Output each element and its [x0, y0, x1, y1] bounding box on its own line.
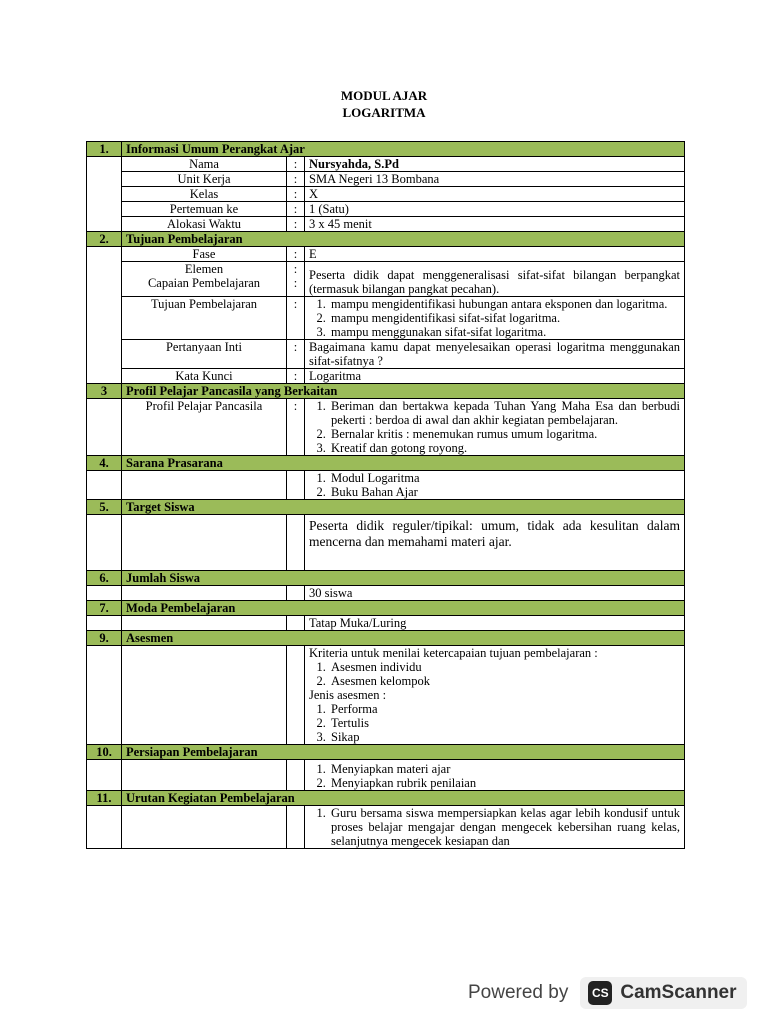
- section-header-2: [87, 232, 685, 247]
- table-row: Pertanyaan Inti : Bagaimana kamu dapat menyelesaikan operasi logaritma menggunakan sifat-sifatnya ?: [87, 340, 685, 369]
- section-title: Moda Pembelajaran: [122, 601, 685, 616]
- list-item: 1. mampu mengidentifikasi hubungan antara eksponen dan logaritma.: [329, 297, 680, 311]
- table-row: Alokasi Waktu : 3 x 45 menit: [87, 217, 685, 232]
- table-row: Nama : Nursyahda, S.Pd: [87, 157, 685, 172]
- row-label: Nama: [122, 157, 287, 172]
- section-number: 4.: [87, 456, 122, 471]
- table-row: Tujuan Pembelajaran : 1. mampu mengidentifikasi hubungan antara eksponen dan logaritma. 2. mampu mengidentifikasi sifat-sifat logaritma. 3. mampu menggunakan sifat-sifat logaritma.: [87, 297, 685, 340]
- list: [309, 660, 680, 688]
- row-value: 1 (Satu): [305, 202, 685, 217]
- row-label: Tujuan Pembelajaran: [122, 297, 287, 340]
- list: [309, 762, 680, 790]
- list-item: 1. Menyiapkan materi ajar: [329, 762, 680, 776]
- row-label: Unit Kerja: [122, 172, 287, 187]
- table-row: Kelas : X: [87, 187, 685, 202]
- row-value: Peserta didik dapat menggeneralisasi sifat-sifat bilangan berpangkat (termasuk bilangan pangkat pecahan).: [305, 262, 685, 297]
- modul-table: [86, 141, 685, 849]
- row-value: Bagaimana kamu dapat menyelesaikan operasi logaritma menggunakan sifat-sifatnya ?: [305, 340, 685, 369]
- table-row: [87, 760, 685, 791]
- section-header-4: [87, 456, 685, 471]
- table-row: Unit Kerja : SMA Negeri 13 Bombana: [87, 172, 685, 187]
- table-row: Kata Kunci : Logaritma: [87, 369, 685, 384]
- table-row: [87, 586, 685, 601]
- row-label: Pertemuan ke: [122, 202, 287, 217]
- section-number: 2.: [87, 232, 122, 247]
- section-number: 7.: [87, 601, 122, 616]
- section-header-1: [87, 142, 685, 157]
- row-label: Kata Kunci: [122, 369, 287, 384]
- row-value: Logaritma: [305, 369, 685, 384]
- section-title: Informasi Umum Perangkat Ajar: [122, 142, 685, 157]
- row-label: Fase: [122, 247, 287, 262]
- table-row: [87, 471, 685, 500]
- list: [309, 806, 680, 848]
- section-title: Tujuan Pembelajaran: [122, 232, 685, 247]
- row-label: Profil Pelajar Pancasila: [122, 399, 287, 456]
- table-row: [87, 806, 685, 849]
- section-header-9: [87, 631, 685, 646]
- table-row: [87, 616, 685, 631]
- list-item: 3. Kreatif dan gotong royong.: [329, 441, 680, 455]
- section-number: 6.: [87, 571, 122, 586]
- table-row: Pertemuan ke : 1 (Satu): [87, 202, 685, 217]
- list-item: 2. Bernalar kritis : menemukan rumus umum logaritma.: [329, 427, 680, 441]
- list-item: 1. Performa: [329, 702, 680, 716]
- table-row: Profil Pelajar Pancasila : 1. Beriman dan bertakwa kepada Tuhan Yang Maha Esa dan berbudi pekerti : berdoa di awal dan akhir kegiatan pembelajaran. 2. Bernalar kritis : menemukan rumus umum logaritma. 3. Kreatif dan gotong royong.: [87, 399, 685, 456]
- section-number: 5.: [87, 500, 122, 515]
- list-item: 3. Sikap: [329, 730, 680, 744]
- table-row: [87, 515, 685, 571]
- list: [309, 471, 680, 499]
- row-value: 30 siswa: [305, 586, 685, 601]
- row-label: Alokasi Waktu: [122, 217, 287, 232]
- section-number: 1.: [87, 142, 122, 157]
- camscanner-logo-icon: CS: [588, 981, 612, 1005]
- list-item: 2. Asesmen kelompok: [329, 674, 680, 688]
- table-row: Fase : E: [87, 247, 685, 262]
- document-title: MODUL AJAR: [340, 88, 428, 103]
- list-item: 1. Asesmen individu: [329, 660, 680, 674]
- section-title: Sarana Prasarana: [122, 456, 685, 471]
- section-title: Urutan Kegiatan Pembelajaran: [122, 791, 685, 806]
- camscanner-brand: CamScanner: [620, 982, 737, 1003]
- table-row: [87, 646, 685, 745]
- section-number: 9.: [87, 631, 122, 646]
- camscanner-watermark: [468, 974, 747, 1012]
- row-value: Nursyahda, S.Pd: [305, 157, 685, 172]
- list: [309, 702, 680, 744]
- row-value: 3 x 45 menit: [305, 217, 685, 232]
- section-header-7: [87, 601, 685, 616]
- list-item: 2. Tertulis: [329, 716, 680, 730]
- list: [309, 399, 680, 455]
- section-number: 3: [87, 384, 122, 399]
- section-header-10: [87, 745, 685, 760]
- section-header-6: [87, 571, 685, 586]
- row-label: Pertanyaan Inti: [122, 340, 287, 369]
- section-header-11: [87, 791, 685, 806]
- row-value: Tatap Muka/Luring: [305, 616, 685, 631]
- document-subtitle: LOGARITMA: [342, 105, 426, 120]
- powered-by-text: Powered by: [468, 982, 569, 1003]
- list-item: 3. mampu menggunakan sifat-sifat logaritma.: [329, 325, 680, 339]
- row-label: Capaian Pembelajaran: [147, 276, 261, 290]
- list-item: 1. Guru bersama siswa mempersiapkan kelas agar lebih kondusif untuk proses belajar mengajar dengan mengecek kebersihan ruang kelas, selanjutnya mengecek kesiapan dan: [329, 806, 680, 848]
- list: [309, 297, 680, 339]
- section-title: Profil Pelajar Pancasila yang Berkaitan: [122, 384, 685, 399]
- row-value: X: [305, 187, 685, 202]
- row-value: SMA Negeri 13 Bombana: [305, 172, 685, 187]
- row-label: Kelas: [122, 187, 287, 202]
- assessment-intro: Kriteria untuk menilai ketercapaian tujuan pembelajaran :: [309, 646, 598, 660]
- list-item: 2. Buku Bahan Ajar: [329, 485, 680, 499]
- list-item: 2. Menyiapkan rubrik penilaian: [329, 776, 680, 790]
- section-header-3: [87, 384, 685, 399]
- section-title: Target Siswa: [122, 500, 685, 515]
- row-value: Peserta didik reguler/tipikal: umum, tidak ada kesulitan dalam mencerna dan memahami materi ajar.: [305, 515, 685, 571]
- section-title: Jumlah Siswa: [122, 571, 685, 586]
- camscanner-badge: [580, 977, 746, 1009]
- section-header-5: [87, 500, 685, 515]
- list-item: 1. Beriman dan bertakwa kepada Tuhan Yang Maha Esa dan berbudi pekerti : berdoa di awal dan akhir kegiatan pembelajaran.: [329, 399, 680, 427]
- row-value: E: [305, 247, 685, 262]
- table-row: Elemen Capaian Pembelajaran : : Peserta didik dapat menggeneralisasi sifat-sifat bilangan berpangkat (termasuk bilangan pangkat pecahan).: [87, 262, 685, 297]
- section-number: 10.: [87, 745, 122, 760]
- section-number: 11.: [87, 791, 122, 806]
- section-title: Persiapan Pembelajaran: [122, 745, 685, 760]
- list-item: 2. mampu mengidentifikasi sifat-sifat logaritma.: [329, 311, 680, 325]
- list-item: 1. Modul Logaritma: [329, 471, 680, 485]
- assessment-type-label: Jenis asesmen :: [309, 688, 387, 702]
- row-label: Elemen: [184, 262, 224, 276]
- section-title: Asesmen: [122, 631, 685, 646]
